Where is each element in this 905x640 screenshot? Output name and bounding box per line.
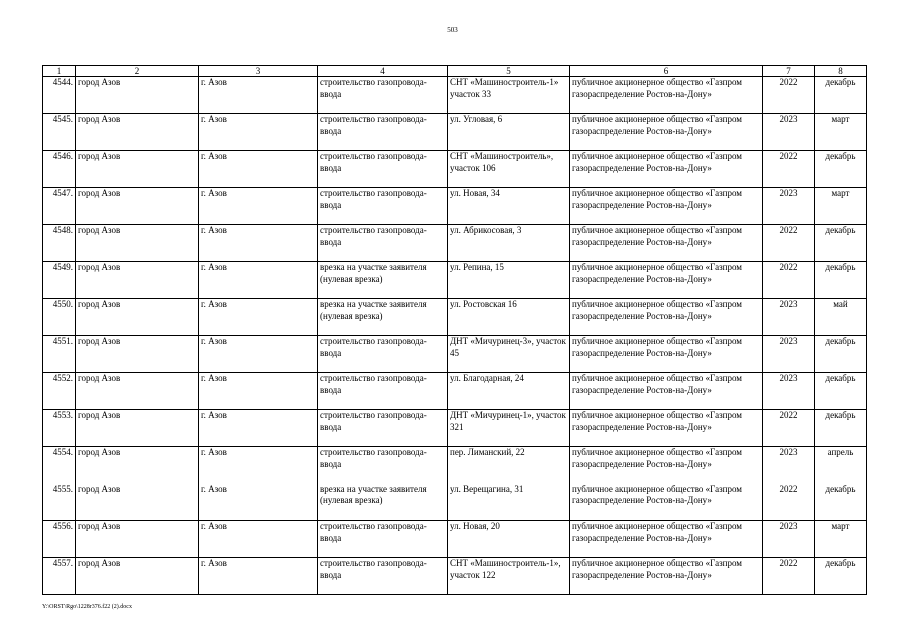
municipality-cell: город Азов: [76, 410, 199, 447]
column-header: 5: [448, 66, 570, 77]
work-type-cell: врезка на участке заявителя (нулевая врезка): [318, 262, 448, 299]
year-cell: 2023: [763, 373, 815, 410]
settlement-cell: г. Азов: [199, 336, 318, 373]
table-row: [43, 336, 867, 373]
settlement-cell: г. Азов: [199, 77, 318, 114]
work-type-cell: врезка на участке заявителя (нулевая врезка): [318, 484, 448, 521]
row-number-cell: 4545.: [43, 114, 76, 151]
gas-connection-table: [42, 65, 867, 595]
address-cell: ул. Новая, 20: [448, 521, 570, 558]
organization-cell: публичное акционерное общество «Газпром газораспределение Ростов-на-Дону»: [570, 262, 763, 299]
table-row: [43, 77, 867, 114]
organization-cell: публичное акционерное общество «Газпром газораспределение Ростов-на-Дону»: [570, 484, 763, 521]
municipality-cell: город Азов: [76, 262, 199, 299]
year-cell: 2022: [763, 558, 815, 595]
settlement-cell: г. Азов: [199, 558, 318, 595]
settlement-cell: г. Азов: [199, 188, 318, 225]
work-type-cell: врезка на участке заявителя (нулевая врезка): [318, 299, 448, 336]
year-cell: 2023: [763, 299, 815, 336]
work-type-cell: строительство газопровода-ввода: [318, 188, 448, 225]
year-cell: 2022: [763, 410, 815, 447]
municipality-cell: город Азов: [76, 77, 199, 114]
month-cell: март: [815, 188, 867, 225]
month-cell: март: [815, 521, 867, 558]
settlement-cell: г. Азов: [199, 521, 318, 558]
table-row: [43, 151, 867, 188]
table-row: [43, 484, 867, 521]
settlement-cell: г. Азов: [199, 373, 318, 410]
month-cell: декабрь: [815, 77, 867, 114]
address-cell: ул. Репина, 15: [448, 262, 570, 299]
work-type-cell: строительство газопровода-ввода: [318, 410, 448, 447]
organization-cell: публичное акционерное общество «Газпром газораспределение Ростов-на-Дону»: [570, 558, 763, 595]
organization-cell: публичное акционерное общество «Газпром газораспределение Ростов-на-Дону»: [570, 336, 763, 373]
column-header: 3: [199, 66, 318, 77]
municipality-cell: город Азов: [76, 151, 199, 188]
municipality-cell: город Азов: [76, 373, 199, 410]
table-row: [43, 114, 867, 151]
month-cell: декабрь: [815, 151, 867, 188]
settlement-cell: г. Азов: [199, 151, 318, 188]
month-cell: декабрь: [815, 262, 867, 299]
table-row: [43, 188, 867, 225]
year-cell: 2022: [763, 262, 815, 299]
table-row: [43, 299, 867, 336]
municipality-cell: город Азов: [76, 484, 199, 521]
organization-cell: публичное акционерное общество «Газпром газораспределение Ростов-на-Дону»: [570, 188, 763, 225]
municipality-cell: город Азов: [76, 225, 199, 262]
settlement-cell: г. Азов: [199, 225, 318, 262]
organization-cell: публичное акционерное общество «Газпром газораспределение Ростов-на-Дону»: [570, 114, 763, 151]
address-cell: ДНТ «Мичуринец-1», участок 321: [448, 410, 570, 447]
work-type-cell: строительство газопровода-ввода: [318, 114, 448, 151]
month-cell: март: [815, 114, 867, 151]
work-type-cell: строительство газопровода-ввода: [318, 225, 448, 262]
organization-cell: публичное акционерное общество «Газпром газораспределение Ростов-на-Дону»: [570, 521, 763, 558]
work-type-cell: строительство газопровода-ввода: [318, 336, 448, 373]
year-cell: 2022: [763, 225, 815, 262]
organization-cell: публичное акционерное общество «Газпром газораспределение Ростов-на-Дону»: [570, 225, 763, 262]
work-type-cell: строительство газопровода-ввода: [318, 521, 448, 558]
row-number-cell: 4556.: [43, 521, 76, 558]
year-cell: 2023: [763, 521, 815, 558]
table-row: [43, 447, 867, 484]
settlement-cell: г. Азов: [199, 447, 318, 484]
row-number-cell: 4557.: [43, 558, 76, 595]
month-cell: май: [815, 299, 867, 336]
row-number-cell: 4554.: [43, 447, 76, 484]
address-cell: пер. Лиманский, 22: [448, 447, 570, 484]
organization-cell: публичное акционерное общество «Газпром газораспределение Ростов-на-Дону»: [570, 373, 763, 410]
settlement-cell: г. Азов: [199, 262, 318, 299]
row-number-cell: 4547.: [43, 188, 76, 225]
year-cell: 2023: [763, 114, 815, 151]
month-cell: декабрь: [815, 410, 867, 447]
address-cell: ул. Ростовская 16: [448, 299, 570, 336]
month-cell: декабрь: [815, 484, 867, 521]
month-cell: декабрь: [815, 336, 867, 373]
municipality-cell: город Азов: [76, 299, 199, 336]
row-number-cell: 4544.: [43, 77, 76, 114]
municipality-cell: город Азов: [76, 447, 199, 484]
settlement-cell: г. Азов: [199, 114, 318, 151]
row-number-cell: 4555.: [43, 484, 76, 521]
municipality-cell: город Азов: [76, 336, 199, 373]
organization-cell: публичное акционерное общество «Газпром газораспределение Ростов-на-Дону»: [570, 299, 763, 336]
address-cell: ул. Благодарная, 24: [448, 373, 570, 410]
row-number-cell: 4549.: [43, 262, 76, 299]
organization-cell: публичное акционерное общество «Газпром газораспределение Ростов-на-Дону»: [570, 410, 763, 447]
table-row: [43, 225, 867, 262]
column-header: 2: [76, 66, 199, 77]
municipality-cell: город Азов: [76, 188, 199, 225]
year-cell: 2022: [763, 151, 815, 188]
table-body: [43, 77, 867, 595]
municipality-cell: город Азов: [76, 521, 199, 558]
row-number-cell: 4548.: [43, 225, 76, 262]
table-row: [43, 373, 867, 410]
row-number-cell: 4552.: [43, 373, 76, 410]
settlement-cell: г. Азов: [199, 410, 318, 447]
table-row: [43, 558, 867, 595]
organization-cell: публичное акционерное общество «Газпром газораспределение Ростов-на-Дону»: [570, 77, 763, 114]
municipality-cell: город Азов: [76, 114, 199, 151]
work-type-cell: строительство газопровода-ввода: [318, 558, 448, 595]
column-header: 4: [318, 66, 448, 77]
column-header: 8: [815, 66, 867, 77]
municipality-cell: город Азов: [76, 558, 199, 595]
year-cell: 2023: [763, 447, 815, 484]
table-row: [43, 410, 867, 447]
address-cell: ул. Новая, 34: [448, 188, 570, 225]
table-row: [43, 262, 867, 299]
year-cell: 2023: [763, 188, 815, 225]
column-number-row: [43, 66, 867, 77]
address-cell: ул. Угловая, 6: [448, 114, 570, 151]
year-cell: 2022: [763, 484, 815, 521]
table-row: [43, 521, 867, 558]
year-cell: 2023: [763, 336, 815, 373]
address-cell: СНТ «Машиностроитель», участок 106: [448, 151, 570, 188]
work-type-cell: строительство газопровода-ввода: [318, 77, 448, 114]
page-number: 503: [447, 26, 458, 34]
organization-cell: публичное акционерное общество «Газпром газораспределение Ростов-на-Дону»: [570, 447, 763, 484]
row-number-cell: 4551.: [43, 336, 76, 373]
column-header: 6: [570, 66, 763, 77]
column-header: 7: [763, 66, 815, 77]
work-type-cell: строительство газопровода-ввода: [318, 447, 448, 484]
settlement-cell: г. Азов: [199, 299, 318, 336]
address-cell: СНТ «Машиностроитель-1», участок 122: [448, 558, 570, 595]
file-path-footer: Y:\ORST\Rgo\1228r376.f22 (2).docx: [42, 604, 132, 610]
year-cell: 2022: [763, 77, 815, 114]
row-number-cell: 4546.: [43, 151, 76, 188]
work-type-cell: строительство газопровода-ввода: [318, 151, 448, 188]
month-cell: декабрь: [815, 373, 867, 410]
address-cell: ДНТ «Мичуринец-3», участок 45: [448, 336, 570, 373]
column-header: 1: [43, 66, 76, 77]
organization-cell: публичное акционерное общество «Газпром газораспределение Ростов-на-Дону»: [570, 151, 763, 188]
work-type-cell: строительство газопровода-ввода: [318, 373, 448, 410]
row-number-cell: 4553.: [43, 410, 76, 447]
month-cell: декабрь: [815, 225, 867, 262]
address-cell: ул. Верещагина, 31: [448, 484, 570, 521]
month-cell: апрель: [815, 447, 867, 484]
address-cell: ул. Абрикосовая, 3: [448, 225, 570, 262]
settlement-cell: г. Азов: [199, 484, 318, 521]
address-cell: СНТ «Машиностроитель-1» участок 33: [448, 77, 570, 114]
row-number-cell: 4550.: [43, 299, 76, 336]
month-cell: декабрь: [815, 558, 867, 595]
